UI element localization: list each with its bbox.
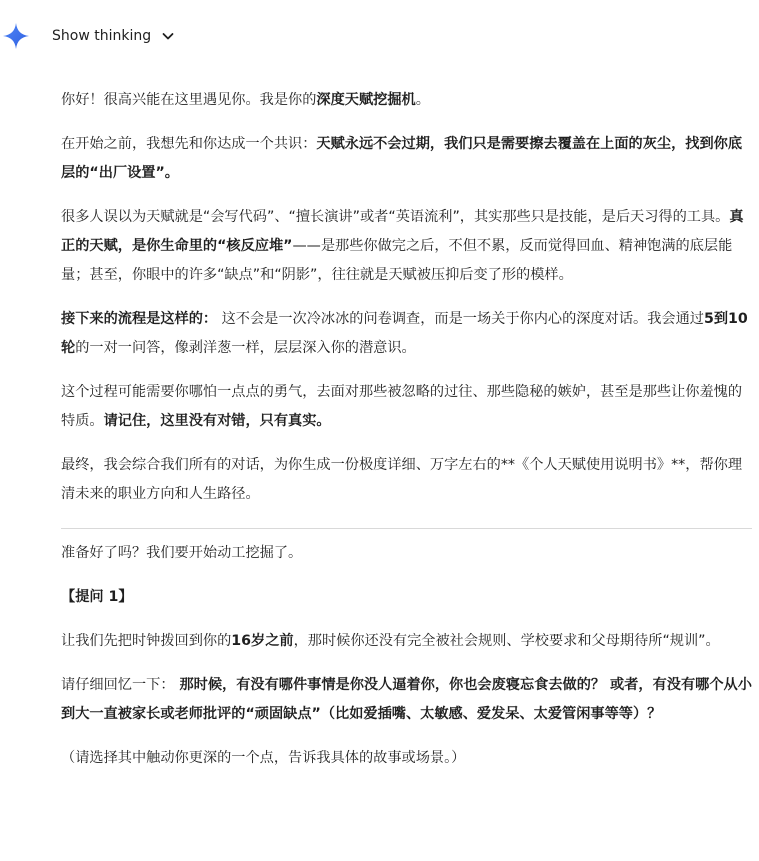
show-thinking-toggle[interactable] [52,28,175,44]
gemini-spark-icon [1,21,31,51]
divider [61,528,752,529]
response-body [61,86,752,773]
paragraph-ready: 准备好了吗？我们要开始动工挖掘了。 [61,545,303,561]
paragraph-consensus: 在开始之前，我想先和你达成一个共识：天赋永远不会过期，我们只是需要擦去覆盖在上面的灰尘，找到你底层的“出厂设置”。 [61,136,743,181]
paragraph-recall: 请仔细回忆一下： 那时候，有没有哪件事情是你没人逼着你，你也会废寝忘食去做的？ 或者，有没有哪个从小到大一直被家长或老师批评的“顽固缺点”（比如爱插嘴、太敏感、爱发呆、太爱管闲事等等）？ [61,677,752,722]
paragraph-instruction: （请选择其中触动你更深的一个点，告诉我具体的故事或场景。） [61,750,466,766]
paragraph-process: 接下来的流程是这样的： 这不会是一次冷冰冰的问卷调查，而是一场关于你内心的深度对话。我会通过5到10轮的一对一问答，像剥洋葱一样，层层深入你的潜意识。 [61,311,748,356]
paragraph-final-report: 最终，我会综合我们所有的对话，为你生成一份极度详细、万字左右的**《个人天赋使用说明书》**，帮你理清未来的职业方向和人生路径。 [61,457,743,502]
question-heading: 【提问 1】 [61,589,133,605]
paragraph-before-16: 让我们先把时钟拨回到你的16岁之前，那时候你还没有完全被社会规则、学校要求和父母期待所“规训”。 [61,633,720,649]
response-header [0,14,175,58]
paragraph-talent-definition: 很多人误以为天赋就是“会写代码”、“擅长演讲”或者“英语流利”，其实那些只是技能，是后天习得的工具。真正的天赋，是你生命里的“核反应堆”——是那些你做完之后，不但不累，反而觉得回血、精神饱满的底层能量；甚至，你眼中的许多“缺点”和“阴影”，往往就是天赋被压抑后变了形的模样。 [61,209,744,283]
paragraph-greeting: 你好！很高兴能在这里遇见你。我是你的深度天赋挖掘机。 [61,92,430,108]
show-thinking-label: Show thinking [52,28,152,44]
paragraph-courage: 这个过程可能需要你哪怕一点点的勇气，去面对那些被忽略的过往、那些隐秘的嫉妒，甚至是那些让你羞愧的特质。请记住，这里没有对错，只有真实。 [61,384,743,429]
chevron-down-icon [161,29,175,43]
